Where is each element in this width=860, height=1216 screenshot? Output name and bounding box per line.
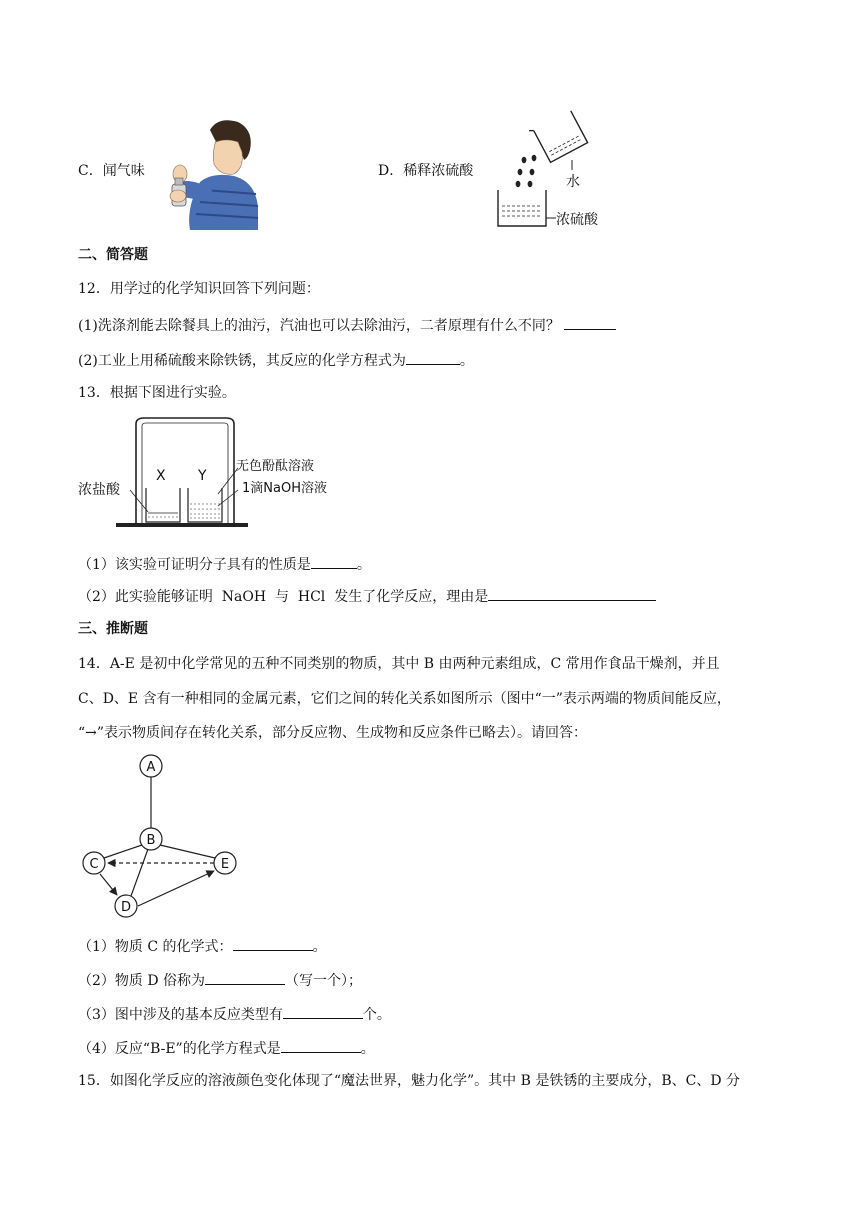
acid-label: 浓硫酸: [556, 212, 598, 228]
q14-line1: 14．A-E 是初中化学常见的五种不同类别的物质，其中 B 由两种元素组成，C 常用作食品干燥剂，并且: [78, 656, 720, 672]
node-b: B: [146, 833, 156, 848]
q13-experiment-diagram: [78, 416, 348, 534]
edge-b-e: [160, 845, 215, 858]
q13-part1-text: （1）该实验可证明分子具有的性质是: [78, 557, 311, 573]
option-d-label: D．稀释浓硫酸: [378, 163, 474, 179]
node-e: E: [220, 857, 230, 872]
q14-part3: [78, 1004, 391, 1024]
q14-part1: [78, 936, 327, 956]
beaker-x-label: X: [156, 468, 166, 484]
section-title-short-answer: 二、简答题: [78, 247, 148, 263]
node-d: D: [120, 900, 132, 915]
water-label: 水: [566, 174, 580, 190]
conc-hcl-label: 浓盐酸: [78, 482, 120, 498]
phenolphthalein-label: 无色酚酞溶液: [236, 459, 315, 474]
q14-part3-end: 个。: [362, 1007, 391, 1023]
dilution-diagram: [490, 108, 630, 232]
answer-blank[interactable]: [488, 586, 656, 601]
q12-part1: [78, 315, 616, 335]
arrow-c-d: [100, 874, 117, 895]
section-title-inference: 三、推断题: [78, 621, 148, 637]
answer-blank[interactable]: [311, 554, 357, 569]
q14-line2: C、D、E 含有一种相同的金属元素，它们之间的转化关系如图所示（图中“一”表示两端的物质间能反应，: [78, 691, 731, 707]
beaker-y-label: Y: [198, 468, 207, 484]
q14-part3-text: （3）图中涉及的基本反应类型有: [78, 1007, 283, 1023]
answer-blank[interactable]: [564, 315, 616, 330]
arrow-d-e: [138, 871, 214, 906]
edge-b-d: [131, 849, 148, 896]
q14-part2: [78, 970, 362, 990]
answer-blank[interactable]: [406, 350, 460, 365]
q15-line1: 15．如图化学反应的溶液颜色变化体现了“魔法世界，魅力化学”。其中 B 是铁锈的主要成分，B、C、D 分: [78, 1073, 740, 1089]
node-c: C: [89, 857, 99, 872]
q14-part4-text: （4）反应“B-E”的化学方程式是: [78, 1041, 281, 1057]
q14-part1-end: 。: [312, 939, 327, 955]
q14-relation-diagram: [78, 750, 248, 920]
answer-blank[interactable]: [281, 1038, 361, 1053]
q12-part2-end: 。: [459, 353, 474, 369]
q14-part2-text: （2）物质 D 俗称为: [78, 973, 206, 989]
node-a: A: [146, 760, 156, 775]
q13-stem: 13．根据下图进行实验。: [78, 385, 236, 401]
q13-part1-end: 。: [356, 557, 371, 573]
answer-blank[interactable]: [283, 1004, 363, 1019]
q14-part1-text: （1）物质 C 的化学式：: [78, 939, 233, 955]
q13-part2-text: （2）此实验能够证明 NaOH 与 HCl 发生了化学反应，理由是: [78, 589, 489, 605]
naoh-label: 1滴NaOH溶液: [242, 481, 327, 496]
q12-stem: 12．用学过的化学知识回答下列问题：: [78, 281, 320, 297]
q12-part2-text: (2)工业上用稀硫酸来除铁锈，其反应的化学方程式为: [78, 353, 406, 369]
edge-b-c: [104, 845, 142, 858]
q13-part1: [78, 554, 371, 574]
boy-smelling-image: [160, 112, 260, 230]
answer-blank[interactable]: [233, 936, 313, 951]
answer-blank[interactable]: [205, 970, 285, 985]
q14-part2-end: （写一个）；: [285, 973, 363, 989]
q14-part4: [78, 1038, 375, 1058]
option-c-label: C．闻气味: [78, 163, 145, 179]
q12-part2: [78, 350, 474, 370]
q14-part4-end: 。: [360, 1041, 375, 1057]
q13-part2: [78, 586, 656, 606]
q12-part1-text: (1)洗涤剂能去除餐具上的油污，汽油也可以去除油污，二者原理有什么不同？: [78, 318, 560, 334]
q14-line3: “→”表示物质间存在转化关系，部分反应物、生成物和反应条件已略去）。请回答：: [78, 725, 588, 741]
